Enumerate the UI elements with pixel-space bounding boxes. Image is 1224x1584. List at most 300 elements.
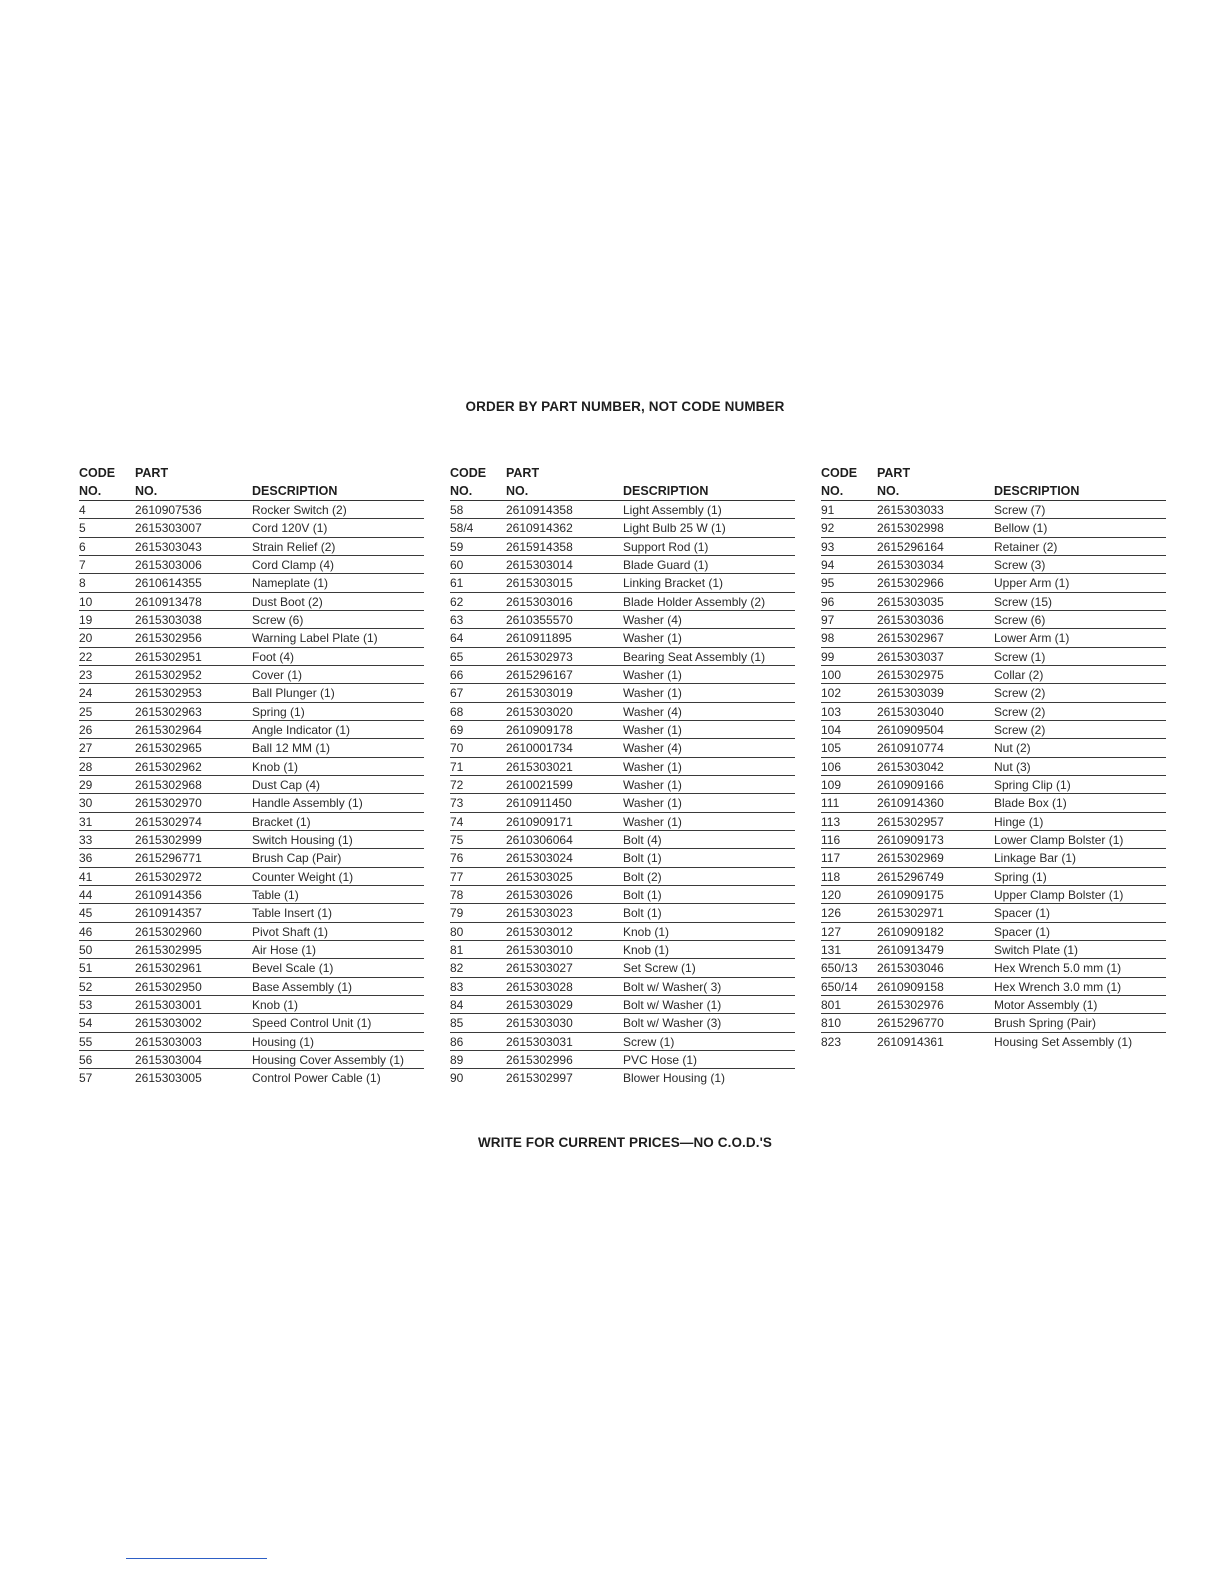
description-cell: Screw (15) [994, 594, 1053, 609]
description-cell: Washer (1) [623, 686, 682, 701]
table-row [450, 593, 795, 611]
table-row [821, 831, 1166, 849]
table-row [450, 886, 795, 904]
table-row [450, 1051, 795, 1069]
code-cell: 63 [450, 612, 464, 627]
table-row [79, 739, 424, 757]
table-row [450, 721, 795, 739]
description-cell: Warning Label Plate (1) [252, 631, 378, 646]
part-number-cell: 2615302972 [135, 869, 202, 884]
table-row [450, 556, 795, 574]
part-number-cell: 2610021599 [506, 777, 573, 792]
description-header: DESCRIPTION [994, 484, 1080, 498]
part-number-cell: 2615302970 [135, 796, 202, 811]
part-number-cell: 2610614355 [135, 576, 202, 591]
part-number-cell: 2615303019 [506, 686, 573, 701]
part-number-cell: 2615302973 [506, 649, 573, 664]
part-number-cell: 2615302997 [506, 1071, 573, 1086]
table-row [79, 941, 424, 959]
part-number-cell: 2615296771 [135, 851, 202, 866]
table-row [79, 776, 424, 794]
part-number-cell: 2610913478 [135, 594, 202, 609]
part-number-cell: 2615302968 [135, 777, 202, 792]
description-cell: Cord Clamp (4) [252, 557, 335, 572]
code-cell: 127 [821, 924, 842, 939]
code-header-line2: NO. [450, 484, 473, 498]
description-cell: Bolt (1) [623, 906, 662, 921]
part-number-cell: 2615303007 [135, 521, 202, 536]
description-cell: Screw (2) [994, 686, 1046, 701]
part-number-cell: 2610909158 [877, 979, 944, 994]
description-cell: Housing (1) [252, 1034, 315, 1049]
table-row [450, 648, 795, 666]
description-cell: Bolt w/ Washer (3) [623, 1016, 722, 1031]
part-number-cell: 2615302965 [135, 741, 202, 756]
part-number-cell: 2615303024 [506, 851, 573, 866]
code-cell: 41 [79, 869, 93, 884]
code-cell: 78 [450, 887, 464, 902]
part-number-cell: 2615302998 [877, 521, 944, 536]
code-cell: 5 [79, 521, 86, 536]
code-cell: 65 [450, 649, 464, 664]
table-row [821, 886, 1166, 904]
code-cell: 95 [821, 576, 835, 591]
code-cell: 80 [450, 924, 464, 939]
code-cell: 60 [450, 557, 464, 572]
table-row [79, 1033, 424, 1051]
description-cell: Spring (1) [252, 704, 305, 719]
part-number-cell: 2615296167 [506, 667, 573, 682]
part-number-cell: 2615302964 [135, 722, 202, 737]
code-cell: 46 [79, 924, 93, 939]
table-row [821, 648, 1166, 666]
part-number-cell: 2610306064 [506, 832, 573, 847]
table-row [821, 996, 1166, 1014]
description-cell: Screw (3) [994, 557, 1046, 572]
description-cell: Table Insert (1) [252, 906, 333, 921]
code-cell: 50 [79, 942, 93, 957]
description-cell: Support Rod (1) [623, 539, 709, 554]
code-cell: 93 [821, 539, 835, 554]
code-cell: 97 [821, 612, 835, 627]
description-cell: Housing Set Assembly (1) [994, 1034, 1133, 1049]
description-cell: Table (1) [252, 887, 299, 902]
table-row [821, 721, 1166, 739]
table-row [79, 758, 424, 776]
part-number-cell: 2615302975 [877, 667, 944, 682]
code-cell: 103 [821, 704, 842, 719]
part-number-cell: 2615303028 [506, 979, 573, 994]
part-number-cell: 2615302967 [877, 631, 944, 646]
part-number-cell: 2615303016 [506, 594, 573, 609]
description-cell: Angle Indicator (1) [252, 722, 351, 737]
code-cell: 20 [79, 631, 93, 646]
part-number-cell: 2615303006 [135, 557, 202, 572]
description-cell: Upper Clamp Bolster (1) [994, 887, 1124, 902]
description-cell: Set Screw (1) [623, 961, 696, 976]
table-row [450, 1033, 795, 1051]
code-cell: 650/13 [821, 961, 858, 976]
parts-column-1 [79, 464, 424, 1087]
description-header: DESCRIPTION [623, 484, 709, 498]
part-number-cell: 2615302956 [135, 631, 202, 646]
code-cell: 8 [79, 576, 86, 591]
part-number-cell: 2615302969 [877, 851, 944, 866]
description-cell: Bolt (1) [623, 887, 662, 902]
description-cell: Brush Cap (Pair) [252, 851, 342, 866]
table-row [79, 849, 424, 867]
table-row [450, 574, 795, 592]
part-number-cell: 2610911895 [506, 631, 572, 646]
table-row [450, 904, 795, 922]
table-row [79, 886, 424, 904]
code-cell: 83 [450, 979, 464, 994]
description-cell: Counter Weight (1) [252, 869, 354, 884]
description-cell: Hex Wrench 3.0 mm (1) [994, 979, 1122, 994]
part-number-cell: 2615302951 [135, 649, 202, 664]
table-row [450, 501, 795, 519]
code-cell: 91 [821, 503, 835, 517]
part-number-cell: 2610907536 [135, 503, 202, 517]
code-cell: 81 [450, 942, 464, 957]
table-row [450, 666, 795, 684]
code-cell: 26 [79, 722, 93, 737]
table-row [821, 978, 1166, 996]
code-header-line1: CODE [821, 466, 858, 480]
part-number-cell: 2615302999 [135, 832, 202, 847]
description-cell: Handle Assembly (1) [252, 796, 363, 811]
description-cell: Washer (4) [623, 704, 682, 719]
description-cell: Washer (1) [623, 796, 682, 811]
description-cell: Bevel Scale (1) [252, 961, 334, 976]
code-cell: 58 [450, 503, 464, 517]
code-cell: 117 [821, 851, 841, 866]
code-cell: 84 [450, 997, 464, 1012]
description-cell: Bolt w/ Washer( 3) [623, 979, 722, 994]
part-number-cell: 2615302974 [135, 814, 202, 829]
part-number-cell: 2610914361 [877, 1034, 944, 1049]
description-cell: Knob (1) [623, 924, 670, 939]
description-header: DESCRIPTION [252, 484, 338, 498]
table-row [450, 776, 795, 794]
code-cell: 75 [450, 832, 464, 847]
part-number-cell: 2615303029 [506, 997, 573, 1012]
code-cell: 22 [79, 649, 93, 664]
code-header-line2: NO. [821, 484, 844, 498]
part-number-cell: 2615303003 [135, 1034, 202, 1049]
code-cell: 72 [450, 777, 464, 792]
column-header [821, 464, 1166, 501]
part-number-cell: 2615303010 [506, 942, 573, 957]
part-number-cell: 2615296749 [877, 869, 944, 884]
code-cell: 31 [79, 814, 93, 829]
table-row [821, 538, 1166, 556]
description-cell: Bolt w/ Washer (1) [623, 997, 722, 1012]
description-cell: Spacer (1) [994, 924, 1051, 939]
table-row [821, 959, 1166, 977]
part-number-cell: 2615303014 [506, 557, 573, 572]
code-cell: 33 [79, 832, 93, 847]
part-number-cell: 2615303004 [135, 1052, 202, 1067]
part-number-cell: 2615303038 [135, 612, 202, 627]
part-header-line2: NO. [506, 484, 529, 498]
code-cell: 79 [450, 906, 464, 921]
table-row [821, 1014, 1166, 1032]
table-row [79, 501, 424, 519]
description-cell: Base Assembly (1) [252, 979, 353, 994]
code-cell: 44 [79, 887, 93, 902]
description-cell: Spring Clip (1) [994, 777, 1071, 792]
part-number-cell: 2615302952 [135, 667, 202, 682]
table-row [450, 739, 795, 757]
table-row [79, 721, 424, 739]
table-row [821, 666, 1166, 684]
part-number-cell: 2615302966 [877, 576, 944, 591]
table-row [821, 813, 1166, 831]
description-cell: Ball Plunger (1) [252, 686, 335, 701]
code-cell: 28 [79, 759, 93, 774]
description-cell: Light Assembly (1) [623, 503, 722, 517]
part-number-cell: 2615303040 [877, 704, 944, 719]
code-cell: 105 [821, 741, 842, 756]
description-cell: Washer (1) [623, 722, 682, 737]
description-cell: Lower Clamp Bolster (1) [994, 832, 1124, 847]
code-cell: 68 [450, 704, 464, 719]
description-cell: Blower Housing (1) [623, 1071, 726, 1086]
table-row [450, 941, 795, 959]
table-row [821, 556, 1166, 574]
description-cell: Housing Cover Assembly (1) [252, 1052, 405, 1067]
table-row [821, 684, 1166, 702]
part-number-cell: 2615303005 [135, 1071, 202, 1086]
description-cell: Knob (1) [623, 942, 670, 957]
table-row [450, 813, 795, 831]
description-cell: Ball 12 MM (1) [252, 741, 331, 756]
table-row [79, 629, 424, 647]
part-number-cell: 2615914358 [506, 539, 573, 554]
description-cell: Air Hose (1) [252, 942, 317, 957]
code-cell: 36 [79, 851, 93, 866]
part-number-cell: 2615303015 [506, 576, 573, 591]
table-row [821, 1033, 1166, 1050]
description-cell: Linkage Bar (1) [994, 851, 1077, 866]
description-cell: Dust Cap (4) [252, 777, 321, 792]
table-row [821, 794, 1166, 812]
description-cell: Washer (1) [623, 667, 682, 682]
part-number-cell: 2615302996 [506, 1052, 573, 1067]
description-cell: Washer (1) [623, 759, 682, 774]
description-cell: Cord 120V (1) [252, 521, 328, 536]
description-cell: Control Power Cable (1) [252, 1071, 381, 1086]
table-row [821, 593, 1166, 611]
code-cell: 104 [821, 722, 842, 737]
part-number-cell: 2610914362 [506, 521, 573, 536]
description-cell: Pivot Shaft (1) [252, 924, 329, 939]
table-row [79, 1051, 424, 1069]
part-number-cell: 2615303023 [506, 906, 573, 921]
part-number-cell: 2615302957 [877, 814, 944, 829]
part-number-cell: 2615302976 [877, 997, 944, 1012]
table-row [79, 868, 424, 886]
parts-rows [79, 501, 424, 1087]
part-header-line1: PART [506, 466, 540, 480]
part-number-cell: 2610911450 [506, 796, 572, 811]
description-cell: Spring (1) [994, 869, 1047, 884]
table-row [450, 831, 795, 849]
table-row [79, 1014, 424, 1032]
part-number-cell: 2615303042 [877, 759, 944, 774]
description-cell: Brush Spring (Pair) [994, 1016, 1097, 1031]
description-cell: Linking Bracket (1) [623, 576, 724, 591]
table-row [79, 574, 424, 592]
code-cell: 96 [821, 594, 835, 609]
part-number-cell: 2615303001 [135, 997, 202, 1012]
description-cell: Switch Plate (1) [994, 942, 1079, 957]
table-row [79, 959, 424, 977]
table-row [79, 923, 424, 941]
code-cell: 51 [79, 961, 93, 976]
description-cell: Washer (4) [623, 612, 682, 627]
description-cell: PVC Hose (1) [623, 1052, 698, 1067]
table-row [821, 776, 1166, 794]
description-cell: Screw (6) [252, 612, 304, 627]
table-row [79, 684, 424, 702]
description-cell: Rocker Switch (2) [252, 503, 347, 517]
description-cell: Washer (1) [623, 814, 682, 829]
description-cell: Bellow (1) [994, 521, 1048, 536]
code-cell: 57 [79, 1071, 93, 1086]
description-cell: Speed Control Unit (1) [252, 1016, 372, 1031]
code-cell: 23 [79, 667, 93, 682]
code-header-line1: CODE [79, 466, 116, 480]
table-row [450, 538, 795, 556]
code-cell: 120 [821, 887, 842, 902]
part-number-cell: 2610909171 [506, 814, 573, 829]
code-cell: 66 [450, 667, 464, 682]
part-number-cell: 2615303034 [877, 557, 944, 572]
table-row [450, 519, 795, 537]
code-cell: 45 [79, 906, 93, 921]
table-row [79, 904, 424, 922]
code-cell: 53 [79, 997, 93, 1012]
code-cell: 100 [821, 667, 842, 682]
code-cell: 54 [79, 1016, 93, 1031]
part-number-cell: 2610914358 [506, 503, 573, 517]
description-cell: Knob (1) [252, 997, 299, 1012]
description-cell: Upper Arm (1) [994, 576, 1070, 591]
code-header-line2: NO. [79, 484, 102, 498]
table-row [821, 923, 1166, 941]
code-cell: 810 [821, 1016, 842, 1031]
part-number-cell: 2615303002 [135, 1016, 202, 1031]
pricing-note-heading: WRITE FOR CURRENT PRICES—NO C.O.D.'S [477, 1135, 773, 1150]
part-number-cell: 2610909166 [877, 777, 944, 792]
code-cell: 61 [450, 576, 464, 591]
table-row [79, 593, 424, 611]
table-row [821, 501, 1166, 519]
description-cell: Collar (2) [994, 667, 1044, 682]
part-number-cell: 2610914356 [135, 887, 202, 902]
part-number-cell: 2615302950 [135, 979, 202, 994]
table-row [79, 978, 424, 996]
description-cell: Bolt (1) [623, 851, 662, 866]
part-number-cell: 2615303037 [877, 649, 944, 664]
table-row [821, 611, 1166, 629]
table-row [79, 519, 424, 537]
code-cell: 109 [821, 777, 842, 792]
description-cell: Washer (1) [623, 777, 682, 792]
part-number-cell: 2615303012 [506, 924, 573, 939]
code-header-line1: CODE [450, 466, 487, 480]
code-cell: 71 [450, 759, 464, 774]
description-cell: Screw (6) [994, 612, 1046, 627]
code-cell: 126 [821, 906, 842, 921]
part-number-cell: 2615302963 [135, 704, 202, 719]
description-cell: Bearing Seat Assembly (1) [623, 649, 766, 664]
part-number-cell: 2615303021 [506, 759, 573, 774]
description-cell: Bolt (2) [623, 869, 662, 884]
code-cell: 58/4 [450, 521, 474, 536]
table-row [79, 813, 424, 831]
part-number-cell: 2610909182 [877, 924, 944, 939]
part-number-cell: 2615303030 [506, 1016, 573, 1031]
part-number-cell: 2610914360 [877, 796, 944, 811]
part-number-cell: 2615302962 [135, 759, 202, 774]
part-number-cell: 2615303036 [877, 612, 944, 627]
part-number-cell: 2610909175 [877, 887, 944, 902]
code-cell: 823 [821, 1034, 842, 1049]
code-cell: 98 [821, 631, 835, 646]
code-cell: 89 [450, 1052, 464, 1067]
part-number-cell: 2610001734 [506, 741, 573, 756]
code-cell: 116 [821, 832, 841, 847]
part-number-cell: 2610909504 [877, 722, 944, 737]
part-number-cell: 2615296164 [877, 539, 944, 554]
part-header-line1: PART [135, 466, 169, 480]
part-number-cell: 2610910774 [877, 741, 944, 756]
description-cell: Washer (4) [623, 741, 682, 756]
part-number-cell: 2615303046 [877, 961, 944, 976]
code-cell: 111 [821, 796, 840, 811]
code-cell: 64 [450, 631, 464, 646]
table-row [821, 758, 1166, 776]
part-number-cell: 2615303039 [877, 686, 944, 701]
table-row [450, 611, 795, 629]
code-cell: 30 [79, 796, 93, 811]
part-number-cell: 2615303020 [506, 704, 573, 719]
part-header-line1: PART [877, 466, 911, 480]
part-number-cell: 2615302953 [135, 686, 202, 701]
part-number-cell: 2615303031 [506, 1034, 573, 1049]
code-cell: 24 [79, 686, 93, 701]
table-row [450, 684, 795, 702]
code-cell: 7 [79, 557, 86, 572]
part-number-cell: 2615303035 [877, 594, 944, 609]
code-cell: 67 [450, 686, 464, 701]
part-number-cell: 2615302961 [135, 961, 202, 976]
code-cell: 85 [450, 1016, 464, 1031]
table-row [821, 941, 1166, 959]
part-number-cell: 2610914357 [135, 906, 202, 921]
part-number-cell: 2615302971 [877, 906, 944, 921]
code-cell: 56 [79, 1052, 93, 1067]
code-cell: 106 [821, 759, 842, 774]
description-cell: Nut (2) [994, 741, 1031, 756]
parts-rows [821, 501, 1166, 1050]
code-cell: 25 [79, 704, 93, 719]
description-cell: Foot (4) [252, 649, 295, 664]
table-row [821, 904, 1166, 922]
